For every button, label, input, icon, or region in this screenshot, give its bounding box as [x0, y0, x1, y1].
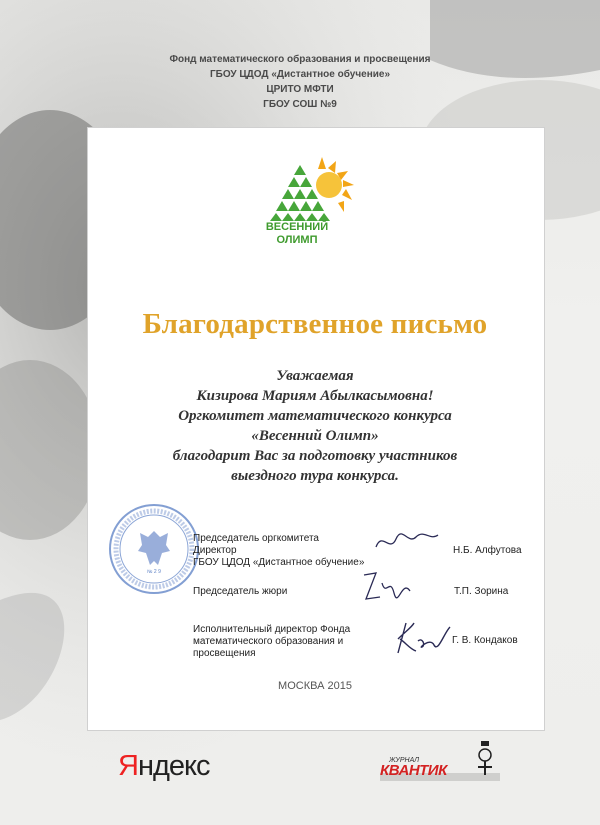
issuer-line: Фонд математического образования и просвещения [169, 54, 431, 65]
issuer-line: ГБОУ СОШ №9 [263, 99, 337, 110]
signature-zorina [360, 569, 415, 604]
sun-rays-icon [316, 157, 354, 212]
signatory-name-2: Т.П. Зорина [454, 586, 509, 597]
document-title: Благодарственное письмо [142, 308, 488, 340]
signature-alfutova [372, 527, 442, 557]
role-line: ГБОУ ЦДОД «Дистантное обучение» [193, 557, 365, 568]
body-line: «Весенний Олимп» [251, 428, 379, 444]
kvantik-label-small: ЖУРНАЛ [389, 757, 420, 764]
logo-line-1: ВЕСЕННИЙ [265, 221, 329, 233]
role-line: математического образования и [193, 636, 344, 647]
body-line: Уважаемая [276, 368, 354, 384]
signature-role-3 [193, 624, 350, 660]
body-line: выездного тура конкурса. [231, 468, 399, 484]
place-and-year: МОСКВА 2015 [278, 680, 352, 692]
body-line: Кизирова Мариям Абылкасымовна! [196, 388, 434, 404]
signature-role-2 [193, 586, 287, 598]
role-line: Исполнительный директор Фонда [193, 624, 351, 635]
issuer-line: ЦРИТО МФТИ [266, 84, 334, 95]
role-line: Председатель жюри [193, 586, 288, 597]
role-line: просвещения [193, 648, 256, 659]
logo-caption [252, 221, 342, 247]
yandex-logo-rest: ндекс [137, 750, 210, 782]
signatory-name-1: Н.Б. Алфутова [453, 545, 522, 556]
yandex-logo [118, 750, 210, 783]
issuers-header [0, 52, 600, 112]
body-line: благодарит Вас за подготовку участников [172, 448, 458, 464]
double-eagle-emblem-icon [138, 531, 170, 565]
kvantik-label-main: КВАНТИК [380, 762, 447, 779]
signature-kondakov [392, 617, 454, 659]
svg-text:№ 2 9: № 2 9 [147, 569, 161, 575]
signatory-name-3: Г. В. Кондаков [452, 635, 518, 646]
letter-body [87, 366, 543, 486]
official-seal-stamp [108, 503, 200, 595]
role-line: Директор [193, 545, 237, 556]
yandex-logo-first-letter: Я [118, 750, 138, 782]
logo-line-2: ОЛИМП [276, 234, 318, 246]
issuer-line: ГБОУ ЦДОД «Дистантное обучение» [209, 69, 391, 80]
kvantik-mascot-icon [478, 741, 492, 775]
signature-role-1 [193, 533, 364, 569]
role-line: Председатель оргкомитета [193, 533, 319, 544]
body-line: Оргкомитет математического конкурса [178, 408, 452, 424]
